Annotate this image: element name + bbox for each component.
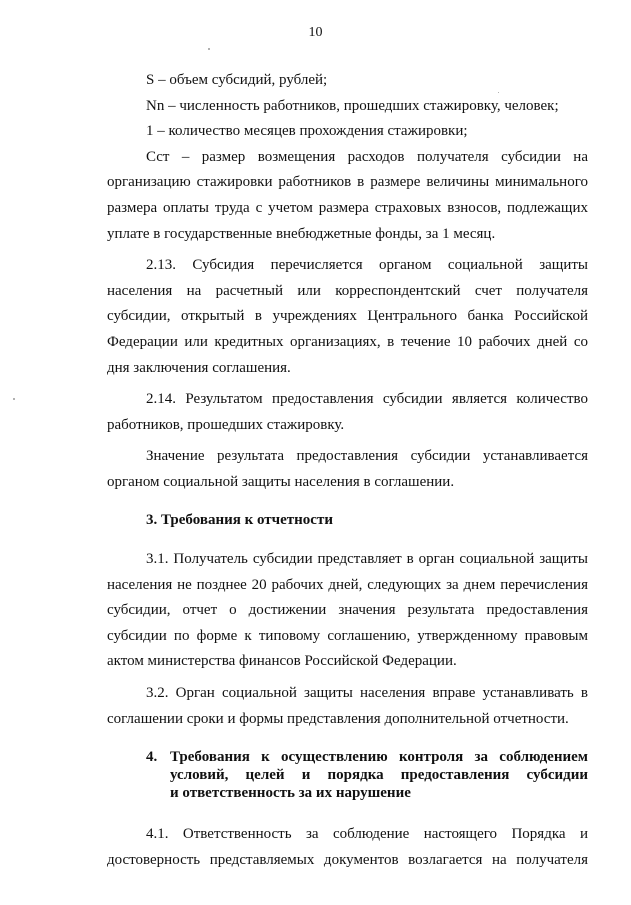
paragraph-2-13: 2.13. Субсидия перечисляется органом социальной защиты населения на расчетный или корреспондентский счет получателя субсидии, открытый в учреждениях Центрального банка Российской Федерации или кредитных организациях, в течение 10 рабочих дней со дня заключения соглашения. — [107, 257, 588, 376]
document-body — [107, 68, 588, 873]
definition-s: S – объем субсидий, рублей; — [146, 72, 328, 88]
scan-speck — [498, 92, 499, 93]
section-4-heading — [107, 748, 588, 802]
section-4-heading-line3: и ответственность за их нарушение — [170, 785, 411, 802]
section-4-heading-line2: условий, целей и порядка предоставления субсидии — [170, 767, 588, 784]
paragraph-result-value: Значение результата предоставления субсидии устанавливается органом социальной защиты населения в соглашении. — [107, 448, 588, 490]
section-4-number: 4. — [146, 749, 158, 766]
paragraph-2-14: 2.14. Результатом предоставления субсидии является количество работников, прошедших стажировку. — [107, 391, 588, 433]
section-3-heading: 3. Требования к отчетности — [146, 511, 333, 528]
page-number: 10 — [308, 25, 323, 40]
definition-months: 1 – количество месяцев прохождения стажировки; — [146, 123, 468, 140]
paragraph-3-2: 3.2. Орган социальной защиты населения вправе устанавливать в соглашении сроки и формы представления дополнительной отчетности. — [107, 685, 588, 727]
paragraph-3-1: 3.1. Получатель субсидии представляет в орган социальной защиты населения не позднее 20 рабочих дней, следующих за днем перечисления субсидии, отчет о достижении значения результата предоставления субсидии по форме к типовому соглашению, утвержденному правовым актом министерства финансов Российской Федерации. — [107, 551, 588, 670]
definition-nn: Nn – численность работников, прошедших стажировку, человек; — [146, 97, 559, 114]
section-4-heading-line1: Требования к осуществлению контроля за соблюдением — [170, 749, 588, 766]
paragraph-4-1-line1: 4.1. Ответственность за соблюдение настоящего Порядка и — [146, 826, 588, 843]
paragraph-4-1-line2: достоверность представляемых документов возлагается на получателя — [107, 851, 588, 868]
definition-cst: Сст – размер возмещения расходов получателя субсидии на организацию стажировки работников в размере величины минимального размера оплаты труда с учетом размера страховых взносов, подлежащих уплате в государственные внебюджетные фонды, за 1 месяц. — [107, 148, 588, 242]
paragraph-4-1 — [107, 822, 588, 873]
scan-speck — [13, 398, 15, 400]
scan-speck — [208, 48, 210, 50]
